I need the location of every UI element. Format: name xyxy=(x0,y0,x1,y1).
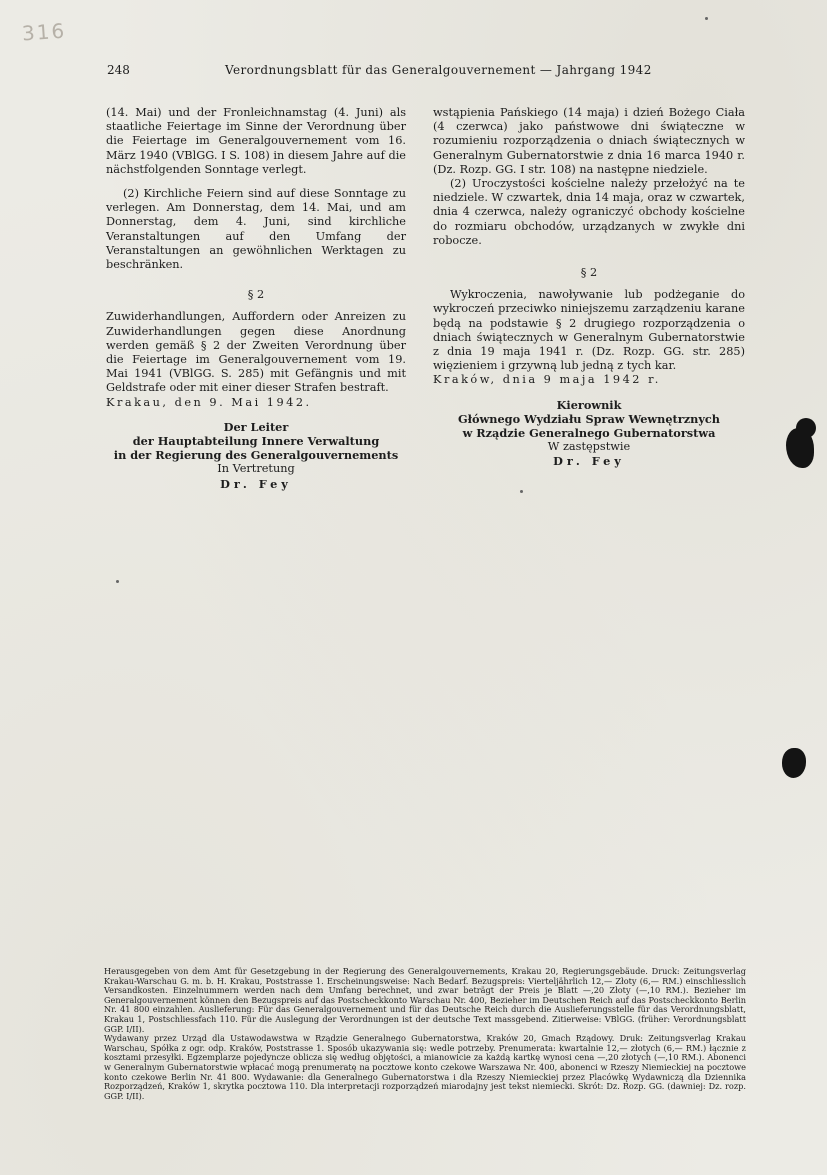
polish-sig-deputy: W zastępstwie xyxy=(547,440,631,454)
paper-speck xyxy=(705,17,708,20)
german-column xyxy=(106,106,406,491)
german-sig-deputy: In Vertretung xyxy=(217,462,295,476)
polish-paragraph-2: (2) Uroczystości kościelne należy przełożyć na te niedziele. W czwartek, dnia 14 maja, oraz w czwartek, dnia 4 czerwca, należy ograniczyć obchody kościelne do rozmiaru obchodów, urządzanych w zwykłe dni robocze. xyxy=(433,177,745,247)
footer-polish-imprint: Wydawany przez Urząd dla Ustawodawstwa w Rządzie Generalnego Gubernatorstwa, Kraków 20, Gmach Rządowy. Druk: Zeitungsverlag Krakau Warschau, Spółka z ogr. odp. Kraków, Poststrasse 1. Sposób ukazywania się: wedle potrzeby. Prenumerata: kwartalnie 12,— złotych (6,— RM.) łącznie z kosztami przesyłki. Egzemplarze pojedyncze oblicza się według objętości, a mianowicie za każdą kartkę wynosi cena —,20 złotych (—,10 RM.). Abonenci w Generalnym Gubernatorstwie wpłacać mogą prenumeratę na pocztowe konto czekowe Warszawa Nr. 400, abonenci w Rzeszy Niemieckiej na pocztowe konto czekowe Berlin Nr. 41 800. Wydawanie: dla Generalnego Gubernatorstwa i dla Rzeszy Niemieckiej przez Placówkę Wydawniczą dla Dziennika Rozporządzeń, Kraków 1, skrytka pocztowa 110. Dla interpretacji rozporządzeń miarodajny jest tekst niemiecki. Skrót: Dz. Rozp. GG. (dawniej: Dz. rozp. GGP. I/II). xyxy=(104,1033,746,1101)
publication-footer xyxy=(104,967,746,1101)
footer-german-imprint: Herausgegeben von dem Amt für Gesetzgebung in der Regierung des Generalgouvernements, Krakau 20, Regierungsgebäude. Druck: Zeitungsverlag Krakau-Warschau G. m. b. H. Krakau, Poststrasse 1. Erscheinungsweise: Nach Bedarf. Bezugspreis: Vierteljährlich 12,— Złoty (6,— RM.) einschliesslich Versandkosten. Einzelnummern werden nach dem Umfang berechnet, und zwar beträgt der Preis je Blatt —,20 Złoty (—,10 RM.). Bezieher im Generalgouvernement können den Bezugspreis auf das Postscheckkonto Warschau Nr. 400, Bezieher im Deutschen Reich auf das Postscheckkonto Berlin Nr. 41 800 einzahlen. Auslieferung: Für das Generalgouvernement und für das Deutsche Reich durch die Auslieferungsstelle für das Verordnungsblatt, Krakau 1, Postschliessfach 110. Für die Auslegung der Verordnungen ist der deutsche Text massgebend. Zitierweise: VBlGG. (früher: Verordnungsblatt GGP. I/II). xyxy=(104,966,746,1034)
polish-paragraph-1: wstąpienia Pańskiego (14 maja) i dzień Bożego Ciała (4 czerwca) jako państwowe dni świąteczne w rozumieniu rozporządzenia o dniach świątecznych w Generalnym Gubernatorstwie z dnia 16 marca 1940 r. (Dz. Rozp. GG. I str. 108) na następne niedziele. xyxy=(433,106,745,176)
running-title: Verordnungsblatt für das Generalgouvernement — Jahrgang 1942 xyxy=(225,63,652,77)
german-sig-title: Der Leiter xyxy=(223,419,289,434)
polish-sig-name: Dr. Fey xyxy=(553,454,625,469)
ink-blot xyxy=(786,428,814,468)
german-signature-block xyxy=(106,420,406,491)
paper-speck xyxy=(520,490,523,493)
polish-paragraph-3: Wykroczenia, nawoływanie lub podżeganie do wykroczeń przeciwko niniejszemu zarządzeniu karane będą na podstawie § 2 drugiego rozporządzenia o dniach świątecznych w Generalnym Gubernatorstwie z dnia 19 maja 1941 r. (Dz. Rozp. GG. str. 285) więzieniem i grzywną lub jedną z tych kar. xyxy=(433,288,745,373)
german-section-heading: § 2 xyxy=(247,288,265,302)
german-place-date: Krakau, den 9. Mai 1942. xyxy=(106,395,312,409)
page-header xyxy=(107,63,747,83)
polish-place-date: Kraków, dnia 9 maja 1942 r. xyxy=(433,373,661,387)
page-number: 248 xyxy=(107,63,130,77)
german-sig-department: der Hauptabteilung Innere Verwaltung xyxy=(132,434,380,449)
german-sig-government: in der Regierung des Generalgouvernements xyxy=(113,448,399,463)
polish-sig-department: Głównego Wydziału Spraw Wewnętrznych xyxy=(458,411,720,426)
ink-blot xyxy=(782,748,806,778)
pencil-page-mark: 316 xyxy=(21,18,67,46)
german-sig-name: Dr. Fey xyxy=(220,476,292,491)
german-paragraph-2: (2) Kirchliche Feiern sind auf diese Sonntage zu verlegen. Am Donnerstag, dem 14. Mai, und am Donnerstag, dem 4. Juni, sind kirchliche Veranstaltungen auf den Umfang der Veranstaltungen an gewöhnlichen Werktagen zu beschränken. xyxy=(106,187,406,272)
paper-speck xyxy=(116,580,119,583)
polish-sig-government: w Rządzie Generalnego Gubernatorstwa xyxy=(462,426,716,441)
polish-column xyxy=(433,106,745,469)
german-paragraph-3: Zuwiderhandlungen, Auffordern oder Anreizen zu Zuwiderhandlungen gegen diese Anordnung werden gemäß § 2 der Zweiten Verordnung über die Feiertage im Generalgouvernement vom 19. Mai 1941 (VBlGG. S. 285) mit Gefängnis und mit Geldstrafe oder mit einer dieser Strafen bestraft. xyxy=(106,310,406,395)
polish-signature-block xyxy=(433,398,745,469)
german-paragraph-1: (14. Mai) und der Fronleichnamstag (4. Juni) als staatliche Feiertage im Sinne der Verordnung über die Feiertage im Generalgouvernement vom 16. März 1940 (VBlGG. I S. 108) in diesem Jahre auf die nächstfolgenden Sonntage verlegt. xyxy=(106,106,406,176)
polish-section-heading: § 2 xyxy=(580,266,598,280)
polish-sig-title: Kierownik xyxy=(556,397,622,412)
